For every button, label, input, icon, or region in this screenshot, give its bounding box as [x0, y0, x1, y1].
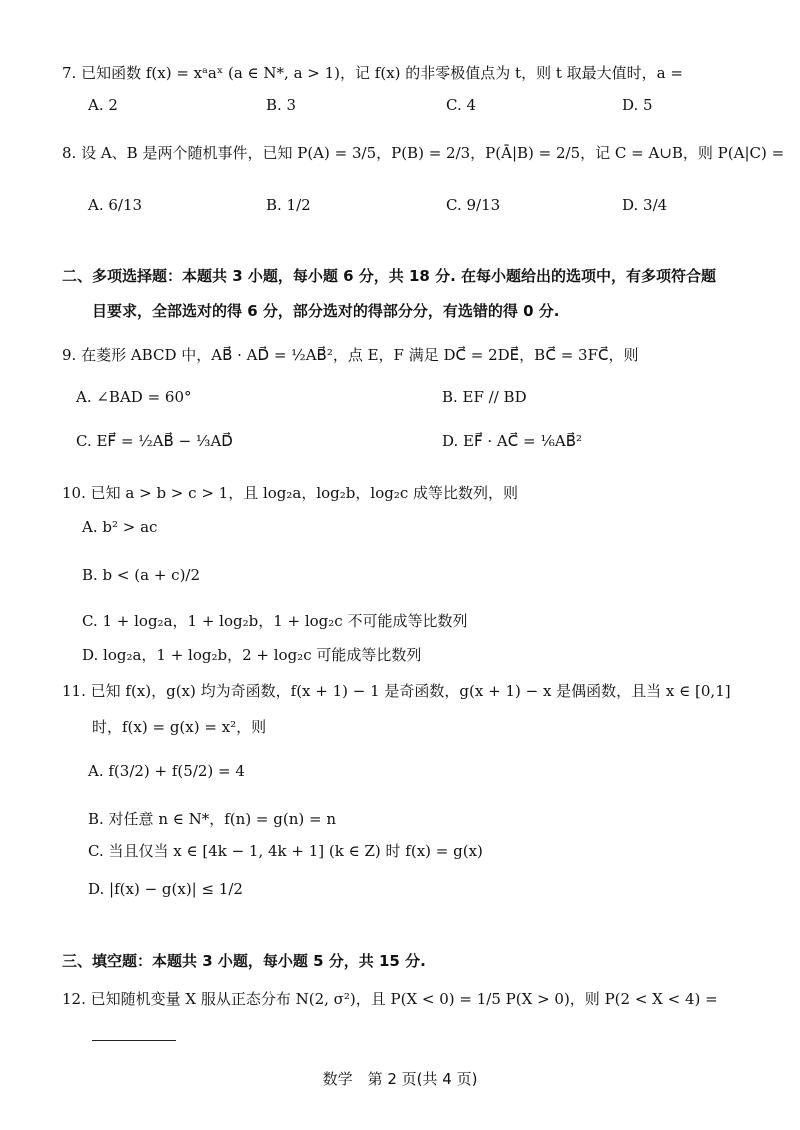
- q9-option-a: A. ∠BAD = 60°: [76, 388, 192, 406]
- answer-blank[interactable]: [92, 1040, 176, 1041]
- q11-stem-line1: 11. 已知 f(x)，g(x) 均为奇函数，f(x + 1) − 1 是奇函数，g(x + 1) − x 是偶函数，且当 x ∈ [0,1]: [62, 682, 731, 700]
- q7-stem: 7. 已知函数 f(x) = xᵃaˣ (a ∈ N*, a > 1)，记 f(x) 的非零极值点为 t，则 t 取最大值时，a =: [62, 64, 683, 82]
- q10-stem: 10. 已知 a > b > c > 1，且 log₂a，log₂b，log₂c 成等比数列，则: [62, 484, 519, 502]
- q9-option-d: D. EF⃗ · AC⃗ = ⅙AB⃗²: [442, 432, 582, 450]
- page-footer: 数学 第 2 页(共 4 页): [322, 1070, 478, 1088]
- q12-stem: 12. 已知随机变量 X 服从正态分布 N(2, σ²)，且 P(X < 0) = 1/5 P(X > 0)，则 P(2 < X < 4) =: [62, 990, 718, 1008]
- q11-stem-line2: 时，f(x) = g(x) = x²，则: [92, 718, 267, 736]
- q9-option-c: C. EF⃗ = ½AB⃗ − ⅓AD⃗: [76, 432, 233, 450]
- q8-option-b: B. 1/2: [266, 196, 311, 214]
- q8-option-d: D. 3/4: [622, 196, 668, 214]
- q8-stem: 8. 设 A、B 是两个随机事件，已知 P(A) = 3/5，P(B) = 2/3，P(Ā|B) = 2/5，记 C = A∪B，则 P(A|C) =: [62, 144, 785, 162]
- q9-stem: 9. 在菱形 ABCD 中，AB⃗ · AD⃗ = ½AB⃗²，点 E，F 满足 DC⃗ = 2DE⃗，BC⃗ = 3FC⃗，则: [62, 346, 639, 364]
- q8-option-c: C. 9/13: [446, 196, 501, 214]
- section2-heading-line1: 二、多项选择题：本题共 3 小题，每小题 6 分，共 18 分. 在每小题给出的选项中，有多项符合题: [62, 267, 717, 285]
- q10-option-a: A. b² > ac: [82, 518, 158, 536]
- q11-option-d: D. |f(x) − g(x)| ≤ 1/2: [88, 880, 243, 898]
- q11-option-c: C. 当且仅当 x ∈ [4k − 1, 4k + 1] (k ∈ Z) 时 f(x) = g(x): [88, 842, 483, 860]
- q10-option-c: C. 1 + log₂a，1 + log₂b，1 + log₂c 不可能成等比数列: [82, 612, 468, 630]
- q11-option-b: B. 对任意 n ∈ N*，f(n) = g(n) = n: [88, 810, 337, 828]
- q7-option-b: B. 3: [266, 96, 297, 114]
- q10-option-d: D. log₂a，1 + log₂b，2 + log₂c 可能成等比数列: [82, 646, 422, 664]
- q7-option-a: A. 2: [88, 96, 118, 114]
- q11-option-a: A. f(3/2) + f(5/2) = 4: [88, 762, 245, 780]
- q7-option-c: C. 4: [446, 96, 477, 114]
- q8-option-a: A. 6/13: [88, 196, 143, 214]
- q7-option-d: D. 5: [622, 96, 653, 114]
- q10-option-b: B. b < (a + c)/2: [82, 566, 201, 584]
- section3-heading: 三、填空题：本题共 3 小题，每小题 5 分，共 15 分.: [62, 952, 426, 970]
- q9-option-b: B. EF // BD: [442, 388, 527, 406]
- section2-heading-line2: 目要求，全部选对的得 6 分，部分选对的得部分分，有选错的得 0 分.: [92, 302, 560, 320]
